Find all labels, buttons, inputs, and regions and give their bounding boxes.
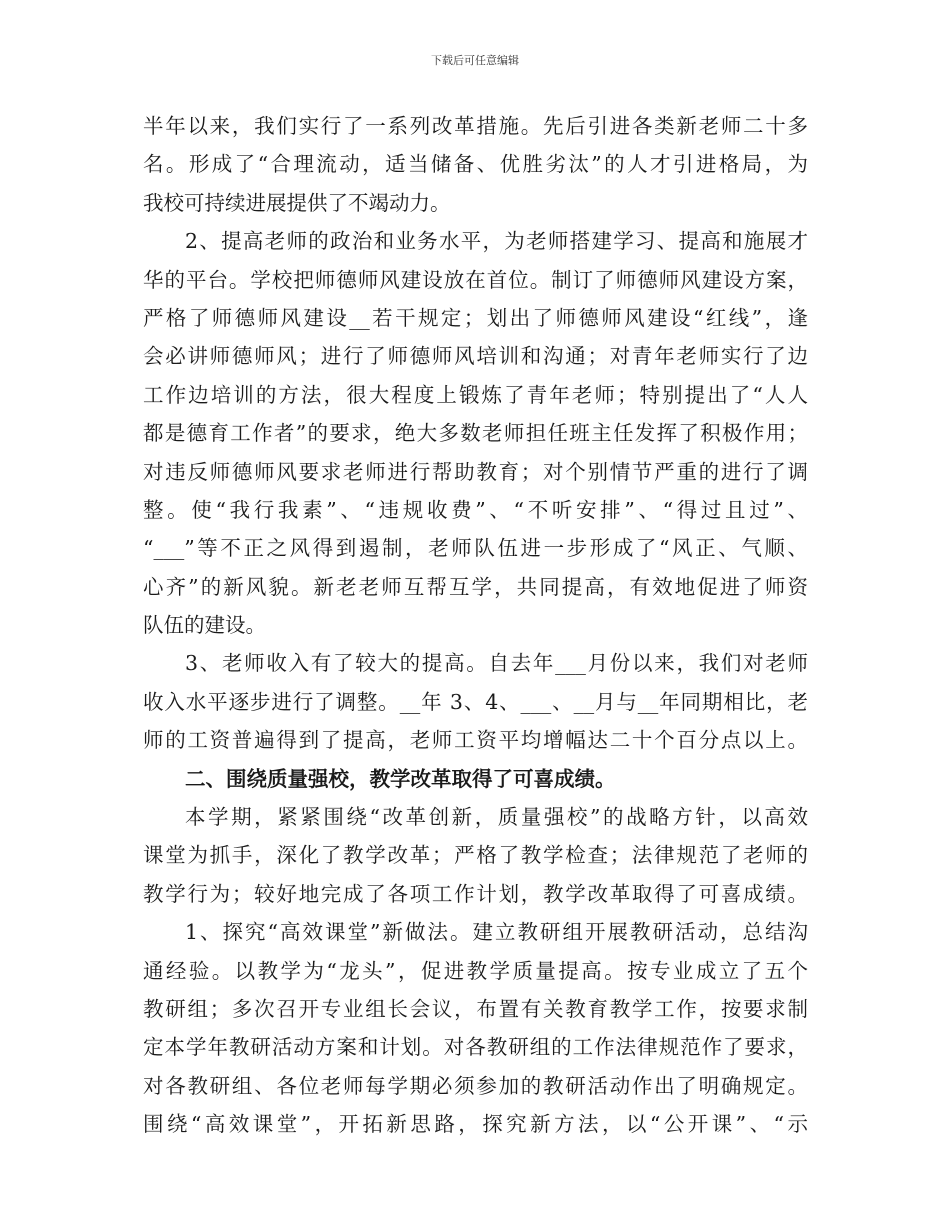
page-header: 下载后可任意编辑 xyxy=(431,54,519,67)
text-line: 华的平台。学校把师德师风建设放在首位。制订了师德师风建设方案， xyxy=(143,267,808,292)
text-line: 收入水平逐步进行了调整。__年 3、4、___、__月与__年同期相比，老 xyxy=(143,689,808,714)
text-line: 教研组；多次召开专业组长会议，布置有关教育教学工作，按要求制 xyxy=(143,996,808,1021)
text-line: 严格了师德师风建设__若干规定；划出了师德师风建设“红线”，逢 xyxy=(143,305,808,330)
text-line: 教学行为；较好地完成了各项工作计划，教学改革取得了可喜成绩。 xyxy=(143,881,808,906)
text-line: 2、提高老师的政治和业务水平，为老师搭建学习、提高和施展才 xyxy=(185,229,808,254)
text-line: 定本学年教研活动方案和计划。对各教研组的工作法律规范作了要求， xyxy=(143,1035,808,1060)
text-line: 围绕“高效课堂”，开拓新思路，探究新方法，以“公开课”、“示 xyxy=(143,1112,808,1137)
text-line: 本学期，紧紧围绕“改革创新，质量强校”的战略方针，以高效 xyxy=(185,805,808,830)
text-line: 通经验。以教学为“龙头”，促进教学质量提高。按专业成立了五个 xyxy=(143,958,808,983)
document-body xyxy=(143,107,808,1144)
text-line: 会必讲师德师风；进行了师德师风培训和沟通；对青年老师实行了边 xyxy=(143,344,808,369)
text-line: 半年以来，我们实行了一系列改革措施。先后引进各类新老师二十多 xyxy=(143,114,808,138)
text-line: 名。形成了“合理流动，适当储备、优胜劣汰”的人才引进格局，为 xyxy=(143,152,808,177)
text-line: 对违反师德师风要求老师进行帮助教育；对个别情节严重的进行了调 xyxy=(143,459,808,484)
text-line: 工作边培训的方法，很大程度上锻炼了青年老师；特别提出了“人人 xyxy=(143,382,808,407)
text-line: 师的工资普遍得到了提高，老师工资平均增幅达二十个百分点以上。 xyxy=(143,728,808,753)
text-line: 对各教研组、各位老师每学期必须参加的教研活动作出了明确规定。 xyxy=(143,1073,808,1098)
text-line: 我校可持续进展提供了不竭动力。 xyxy=(143,190,451,215)
text-line: 3、老师收入有了较大的提高。自去年___月份以来，我们对老师 xyxy=(185,651,808,676)
text-line: “___”等不正之风得到遏制，老师队伍进一步形成了“风正、气顺、 xyxy=(143,536,808,561)
text-line: 1、探究“高效课堂”新做法。建立教研组开展教研活动，总结沟 xyxy=(185,920,808,945)
text-line: 都是德育工作者”的要求，绝大多数老师担任班主任发挥了积极作用； xyxy=(143,421,808,446)
section-heading: 二、围绕质量强校，教学改革取得了可喜成绩。 xyxy=(185,766,616,791)
text-line: 课堂为抓手，深化了教学改革；严格了教学检查；法律规范了老师的 xyxy=(143,843,808,868)
text-line: 队伍的建设。 xyxy=(143,613,266,638)
text-line: 心齐”的新风貌。新老老师互帮互学，共同提高，有效地促进了师资 xyxy=(143,574,808,599)
text-line: 整。使“我行我素”、“违规收费”、“不听安排”、“得过且过”、 xyxy=(143,497,808,522)
